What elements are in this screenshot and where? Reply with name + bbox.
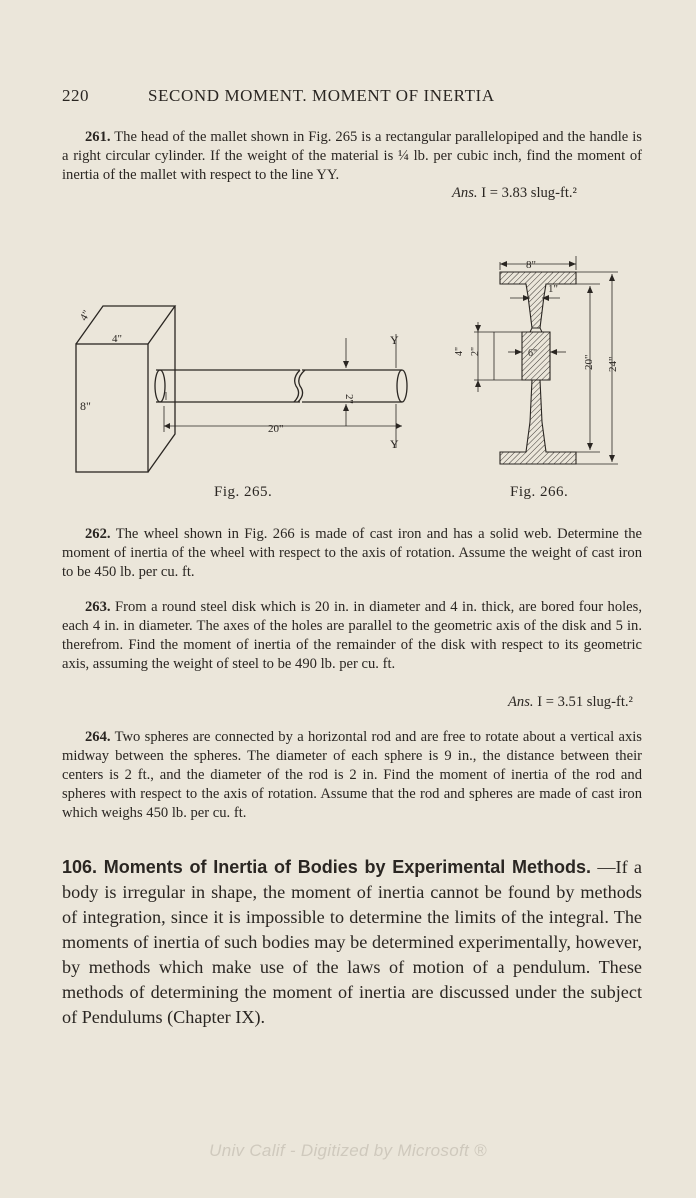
- mallet-head-side: [148, 306, 175, 472]
- answer-label: Ans.: [452, 185, 478, 201]
- figure-266-caption: Fig. 266.: [510, 484, 569, 500]
- handle-break-left: [294, 370, 300, 402]
- problem-264: [62, 728, 642, 823]
- answer-value: I = 3.51 slug-ft.²: [537, 694, 633, 710]
- dim-head-width: 4": [112, 333, 122, 345]
- problem-262: [62, 525, 642, 582]
- dim-inner-dia: 20": [583, 354, 595, 370]
- page-number: 220: [62, 86, 89, 105]
- figure-266-wheel-section: [454, 252, 640, 470]
- axis-label-bottom: Y: [390, 437, 399, 451]
- dim-handle-dia: 2": [343, 394, 355, 404]
- rim-bottom: [500, 380, 576, 464]
- dim-hub-outer: 4": [454, 346, 465, 356]
- answer-263: [508, 694, 633, 711]
- problem-261: [62, 128, 642, 185]
- handle-break-right: [298, 370, 305, 402]
- digitization-watermark: Univ Calif - Digitized by Microsoft ®: [209, 1141, 487, 1160]
- dim-web-thickness: 1": [548, 283, 558, 295]
- dim-handle-length: 20": [268, 423, 284, 435]
- handle-end-left: [155, 370, 165, 402]
- dim-outer-dia: 24": [607, 356, 619, 372]
- rim-top: [500, 272, 576, 328]
- problem-263: [62, 598, 642, 674]
- mallet-head-top: [76, 306, 175, 344]
- answer-label: Ans.: [508, 694, 534, 710]
- problem-number: 261.: [85, 129, 111, 145]
- dim-hub-width: 6": [528, 348, 538, 359]
- answer-value: I = 3.83 slug-ft.²: [481, 185, 577, 201]
- axis-label-top: Y: [390, 333, 399, 347]
- problem-number: 264.: [85, 729, 111, 745]
- problem-text: The head of the mallet shown in Fig. 265 is a rectangular parallelopiped and the handle is a right circular cylinder. If the weight of the material is ¼ lb. per cubic inch, find the moment of inertia of the mallet with respect to the line YY.: [62, 129, 642, 183]
- problem-number: 263.: [85, 599, 111, 615]
- section-heading: 106. Moments of Inertia of Bodies by Experimental Methods.: [62, 857, 592, 877]
- section-text: —If a body is irregular in shape, the moment of inertia cannot be found by methods of integration, since it is impossible to determine the limits of the integral. The moments of inertia of such bodies may be determined experimentally, however, by methods which make use of the laws of motion of a pendulum. These methods of determining the moment of inertia are discussed under the subject of Pendulums (Chapter IX).: [62, 857, 643, 1027]
- figure-265-mallet: [70, 298, 420, 478]
- dim-rim-width: 8": [526, 259, 536, 271]
- section-106: [62, 855, 642, 1030]
- problem-text: From a round steel disk which is 20 in. in diameter and 4 in. thick, are bored four holes, each 4 in. in diameter. The axes of the holes are parallel to the geometric axis of the disk and 5 in. therefrom. Find the moment of inertia of the remainder of the disk with respect to its geometric axis, assuming the weight of steel to be 490 lb. per cu. ft.: [62, 599, 642, 672]
- dim-head-depth: 4": [77, 308, 94, 323]
- dim-head-height: 8": [80, 399, 91, 413]
- figure-265-caption: Fig. 265.: [214, 484, 273, 500]
- problem-number: 262.: [85, 526, 111, 542]
- problem-text: The wheel shown in Fig. 266 is made of cast iron and has a solid web. Determine the moment of inertia of the wheel with respect to the axis of rotation. Assume the weight of cast iron to be 450 lb. per cu. ft.: [62, 526, 642, 580]
- dim-hub-inner: 2": [470, 346, 481, 356]
- problem-text: Two spheres are connected by a horizontal rod and are free to rotate about a vertical axis midway between the spheres. The diameter of each sphere is 9 in., the distance between their centers is 2 ft., and the diameter of the rod is 2 in. Find the moment of inertia of the rod and spheres with respect to the axis of rotation. Assume that the rod and spheres are made of cast iron which weighs 450 lb. per cu. ft.: [62, 729, 642, 821]
- running-title: SECOND MOMENT. MOMENT OF INERTIA: [148, 86, 495, 105]
- answer-261: [452, 185, 577, 202]
- handle-end-right: [397, 370, 407, 402]
